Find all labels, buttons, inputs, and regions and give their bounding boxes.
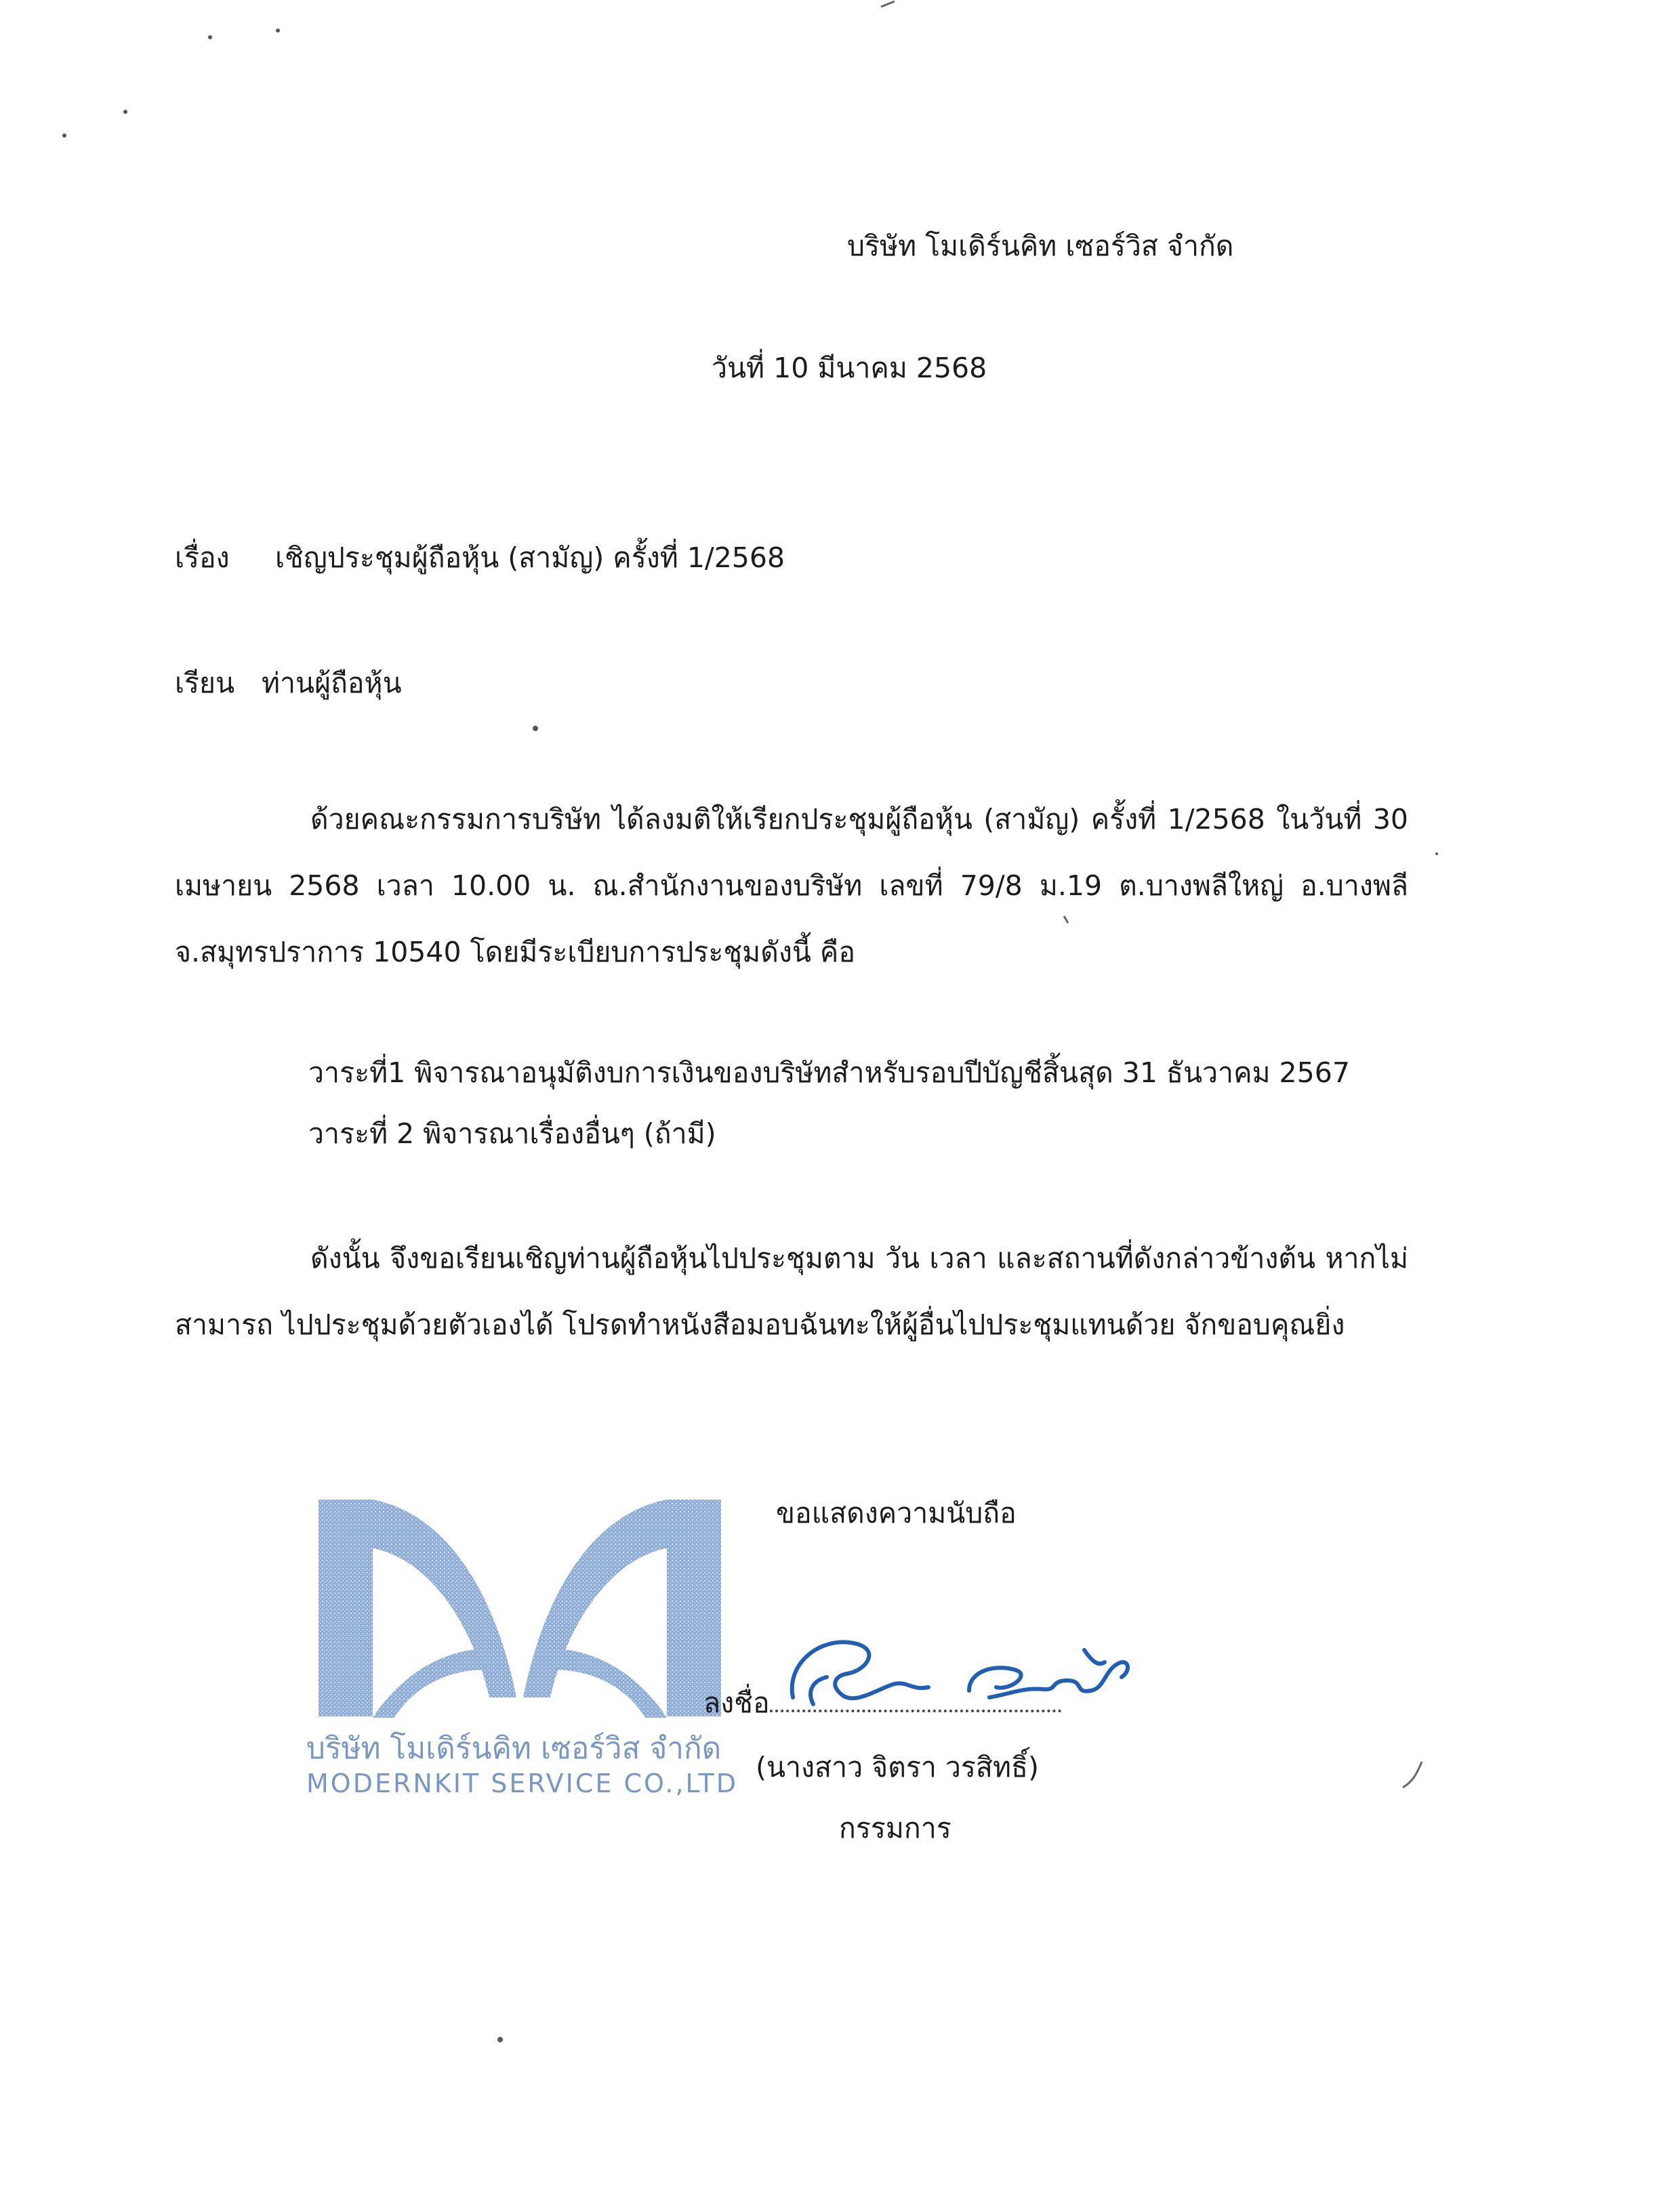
- agenda-item-1: วาระที่1 พิจารณาอนุมัติงบการเงินของบริษัทสำหรับรอบปีบัญชีสิ้นสุด 31 ธันวาคม 2567: [308, 1056, 1350, 1089]
- company-name-header: บริษัท โมเดิร์นคิท เซอร์วิส จำกัด: [847, 230, 1234, 262]
- salutation-line: [175, 664, 402, 702]
- body-paragraph-1: ด้วยคณะกรรมการบริษัท ได้ลงมติให้เรียกประชุมผู้ถือหุ้น (สามัญ) ครั้งที่ 1/2568 ในวันที่ 30 เมษายน 2568 เวลา 10.00 น. ณ.สำนักงานของบริษัท เลขที่ 79/8 ม.19 ต.บางพลีใหญ่ อ.บางพลี จ.สมุทรปราการ 10540 โดยมีระเบียบการประชุมดังนี้ คือ: [175, 803, 1408, 968]
- signer-name: (นางสาว จิตรา วรสิทธิ์): [756, 1751, 1040, 1783]
- salutation-text: ท่านผู้ถือหุ้น: [262, 667, 402, 699]
- sign-label: ลงชื่อ: [703, 1687, 770, 1719]
- letter-date: วันที่ 10 มีนาคม 2568: [712, 352, 987, 384]
- handwritten-signature-icon: [766, 1623, 1145, 1725]
- company-logo-icon: [313, 1494, 726, 1725]
- closing-regards: ขอแสดงความนับถือ: [776, 1497, 1017, 1529]
- stamp-company-name-th: บริษัท โมเดิร์นคิท เซอร์วิส จำกัด: [306, 1731, 722, 1766]
- company-stamp: [306, 1487, 740, 1806]
- agenda-item-2: วาระที่ 2 พิจารณาเรื่องอื่นๆ (ถ้ามี): [308, 1117, 716, 1150]
- stamp-company-name-en: MODERNKIT SERVICE CO.,LTD: [306, 1769, 738, 1798]
- signer-position: กรรมการ: [839, 1812, 951, 1844]
- salutation-label: เรียน: [175, 667, 235, 699]
- body-paragraph-2: ดังนั้น จึงขอเรียนเชิญท่านผู้ถือหุ้นไปประชุมตาม วัน เวลา และสถานที่ดังกล่าวข้างต้น หากไม่สามารถ ไปประชุมด้วยตัวเองได้ โปรดทำหนังสือมอบฉันทะให้ผู้อื่นไปประชุมแทนด้วย จักขอบคุณยิ่ง: [175, 1242, 1408, 1341]
- subject-line: [175, 539, 785, 577]
- subject-text: เชิญประชุมผู้ถือหุ้น (สามัญ) ครั้งที่ 1/2568: [275, 541, 785, 574]
- subject-label: เรื่อง: [175, 541, 230, 574]
